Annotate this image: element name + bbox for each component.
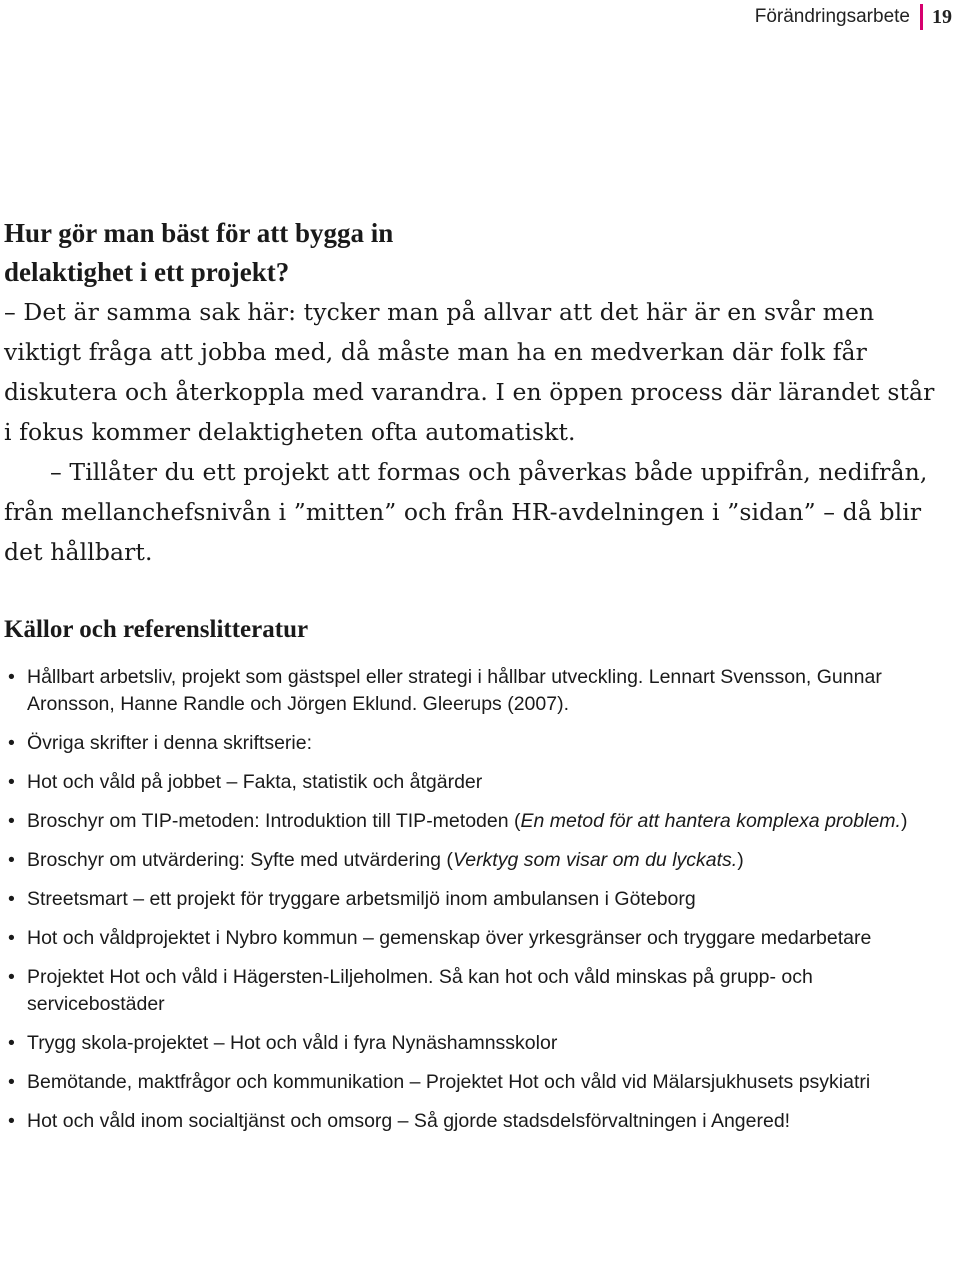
reference-item bbox=[4, 1069, 944, 1096]
bullet-icon: • bbox=[8, 849, 15, 871]
reference-text: Hot och våld inom socialtjänst och omsorg – Så gjorde stadsdelsförvaltningen i Angered! bbox=[27, 1110, 791, 1132]
reference-item bbox=[4, 847, 944, 874]
reference-text: Bemötande, maktfrågor och kommunikation – Projektet Hot och våld vid Mälarsjukhusets psykiatri bbox=[27, 1071, 871, 1093]
sources-section bbox=[4, 612, 944, 1147]
reference-item bbox=[4, 964, 944, 1018]
bullet-icon: • bbox=[8, 966, 15, 988]
reference-item bbox=[4, 925, 944, 952]
bullet-icon: • bbox=[8, 1032, 15, 1054]
reference-item bbox=[4, 1030, 944, 1057]
reference-subtitle: En metod för att hantera komplexa problem. bbox=[520, 810, 901, 832]
bullet-icon: • bbox=[8, 1071, 15, 1093]
reference-item bbox=[4, 886, 944, 913]
reference-text: Projektet Hot och våld i Hägersten-Liljeholmen. Så kan hot och våld minskas på grupp- och servicebostäder bbox=[27, 966, 813, 1015]
reference-text: Streetsmart – ett projekt för tryggare arbetsmiljö inom ambulansen i Göteborg bbox=[27, 888, 696, 910]
reference-item bbox=[4, 730, 944, 757]
reference-text: Övriga skrifter i denna skriftserie: bbox=[27, 732, 313, 754]
reference-text: Hot och våld på jobbet – Fakta, statistik och åtgärder bbox=[27, 771, 483, 793]
bullet-icon: • bbox=[8, 888, 15, 910]
running-header bbox=[755, 4, 952, 30]
sources-heading: Källor och referenslitteratur bbox=[4, 616, 309, 643]
reference-item bbox=[4, 1108, 944, 1135]
reference-text: Trygg skola-projektet – Hot och våld i fyra Nynäshamnsskolor bbox=[27, 1032, 558, 1054]
answer-paragraph: – Det är samma sak här: tycker man på allvar att det här är en svår men viktigt fråga att jobba med, då måste man ha en medverkan där folk får diskutera och återkoppla med varandra. I en öppen process där lärandet står i fokus kommer delaktigheten ofta automatiskt. bbox=[4, 298, 935, 446]
bullet-icon: • bbox=[8, 771, 15, 793]
question-heading: Hur gör man bäst för att bygga in delaktighet i ett projekt? bbox=[4, 218, 394, 287]
bullet-icon: • bbox=[8, 732, 15, 754]
interview-section bbox=[4, 214, 944, 572]
bullet-icon: • bbox=[8, 927, 15, 949]
reference-list bbox=[4, 664, 944, 1135]
page-number: 19 bbox=[932, 5, 952, 28]
reference-text: Broschyr om TIP-metoden: Introduktion till TIP-metoden ( bbox=[27, 810, 521, 832]
reference-item bbox=[4, 664, 944, 718]
answer-paragraph: – Tillåter du ett projekt att formas och påverkas både uppifrån, nedifrån, från mellanchefsnivån i ”mitten” och från HR-avdelningen i ”sidan” – då blir det hållbart. bbox=[4, 458, 928, 566]
section-title: Förändringsarbete bbox=[754, 6, 910, 27]
reference-item bbox=[4, 769, 944, 796]
reference-item bbox=[4, 808, 944, 835]
bullet-icon: • bbox=[8, 810, 15, 832]
reference-suffix: ) bbox=[737, 849, 744, 871]
reference-text: Hållbart arbetsliv, projekt som gästspel eller strategi i hållbar utveckling. Lennart Svensson, Gunnar Aronsson, Hanne Randle och Jörgen Eklund. Gleerups (2007). bbox=[27, 666, 882, 715]
bullet-icon: • bbox=[8, 666, 15, 688]
header-divider bbox=[920, 4, 923, 30]
reference-text: Hot och våldprojektet i Nybro kommun – gemenskap över yrkesgränser och tryggare medarbetare bbox=[27, 927, 872, 949]
bullet-icon: • bbox=[8, 1110, 15, 1132]
reference-text: Broschyr om utvärdering: Syfte med utvärdering ( bbox=[27, 849, 453, 871]
reference-subtitle: Verktyg som visar om du lyckats. bbox=[452, 849, 738, 871]
reference-suffix: ) bbox=[900, 810, 908, 832]
